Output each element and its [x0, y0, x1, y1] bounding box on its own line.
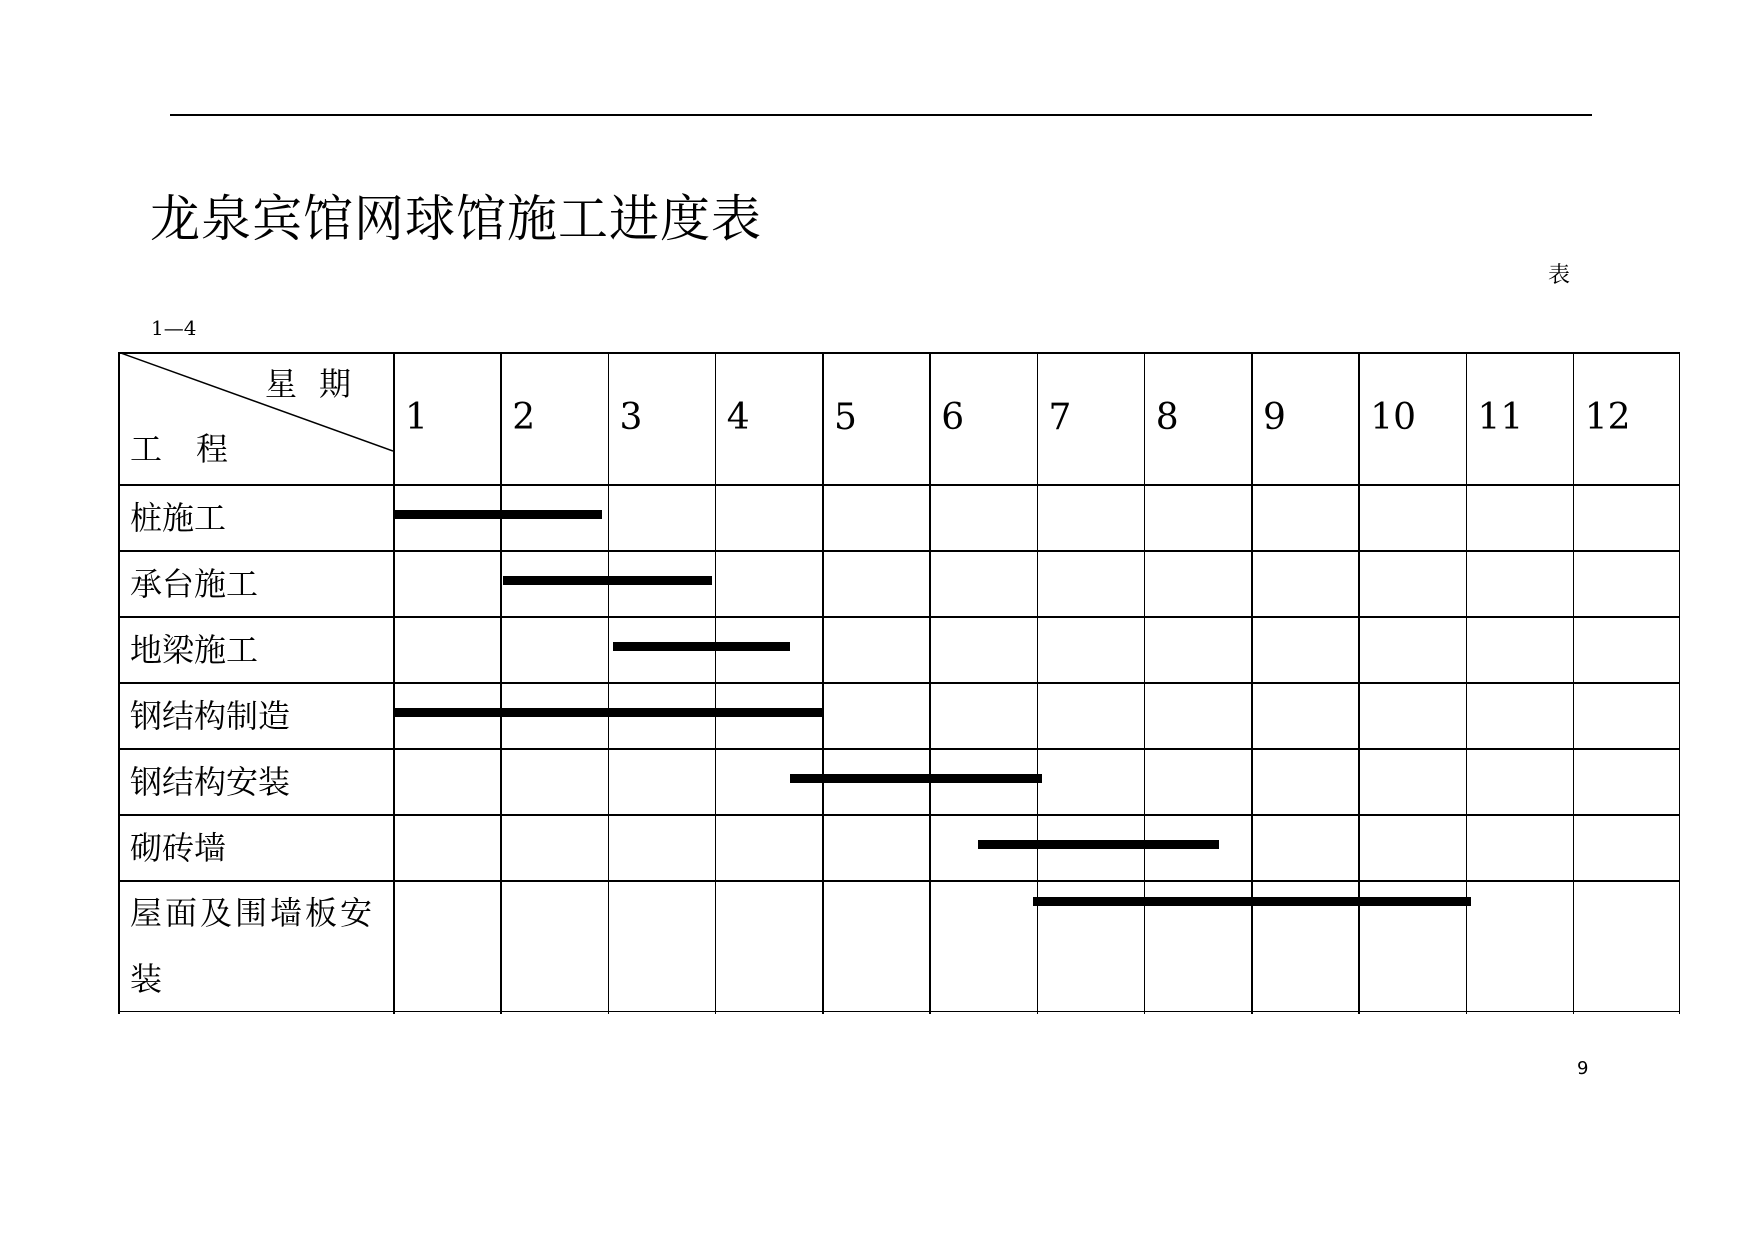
- grid-horizontal-line: [118, 550, 1680, 552]
- header-rule: [170, 114, 1592, 116]
- gantt-bar: [790, 774, 1042, 783]
- gantt-bar: [1033, 897, 1471, 906]
- gantt-bar: [393, 708, 822, 717]
- task-label: 屋面及围墙板安装: [130, 894, 376, 998]
- task-label: 砌砖墙: [130, 829, 227, 867]
- grid-vertical-line: [608, 352, 610, 1014]
- week-header-11: 11: [1477, 397, 1524, 438]
- grid-vertical-line: [118, 352, 120, 1014]
- construction-schedule-table: [118, 352, 1680, 1014]
- grid-vertical-line: [1358, 352, 1360, 1014]
- grid-horizontal-line: [118, 682, 1680, 684]
- week-header-8: 8: [1155, 397, 1179, 438]
- gantt-bar: [613, 642, 790, 651]
- table-number-label-part2: 1—4: [151, 316, 197, 340]
- week-header-12: 12: [1584, 397, 1631, 438]
- grid-horizontal-line: [118, 484, 1680, 486]
- week-header-1: 1: [405, 397, 428, 438]
- grid-vertical-line: [1573, 352, 1575, 1014]
- week-header-2: 2: [512, 397, 536, 438]
- week-header-10: 10: [1370, 397, 1417, 438]
- grid-horizontal-line: [118, 748, 1680, 750]
- gantt-bar: [978, 840, 1219, 849]
- grid-vertical-line: [1251, 352, 1253, 1014]
- page-number: 9: [1577, 1058, 1589, 1079]
- grid-horizontal-line: [118, 814, 1680, 816]
- grid-vertical-line: [822, 352, 824, 1014]
- document-title: 龙泉宾馆网球馆施工进度表: [150, 190, 762, 248]
- gantt-bar: [393, 510, 602, 519]
- grid-vertical-line: [1679, 352, 1681, 1014]
- week-header-3: 3: [619, 397, 643, 438]
- grid-horizontal-line: [118, 616, 1680, 618]
- header-week-label: 星期: [265, 365, 374, 403]
- task-label: 钢结构安装: [130, 763, 291, 801]
- table-number-label-part1: 表: [1548, 263, 1571, 288]
- grid-horizontal-line: [118, 352, 1680, 354]
- task-label: 承台施工: [130, 565, 259, 603]
- grid-vertical-line: [715, 352, 717, 1014]
- grid-vertical-line: [1466, 352, 1468, 1014]
- task-label: 地梁施工: [130, 631, 259, 669]
- grid-vertical-line: [1037, 352, 1039, 1014]
- week-header-7: 7: [1048, 397, 1072, 438]
- grid-vertical-line: [929, 352, 931, 1014]
- week-header-5: 5: [834, 397, 857, 438]
- grid-vertical-line: [1144, 352, 1146, 1014]
- gantt-bar: [503, 576, 711, 585]
- week-header-4: 4: [726, 397, 750, 438]
- week-header-6: 6: [941, 397, 965, 438]
- grid-vertical-line: [393, 352, 395, 1014]
- grid-vertical-line: [500, 352, 502, 1014]
- week-header-9: 9: [1263, 397, 1286, 438]
- task-label: 桩施工: [130, 499, 227, 537]
- header-task-label: 工程: [130, 430, 263, 468]
- task-label: 钢结构制造: [130, 697, 291, 735]
